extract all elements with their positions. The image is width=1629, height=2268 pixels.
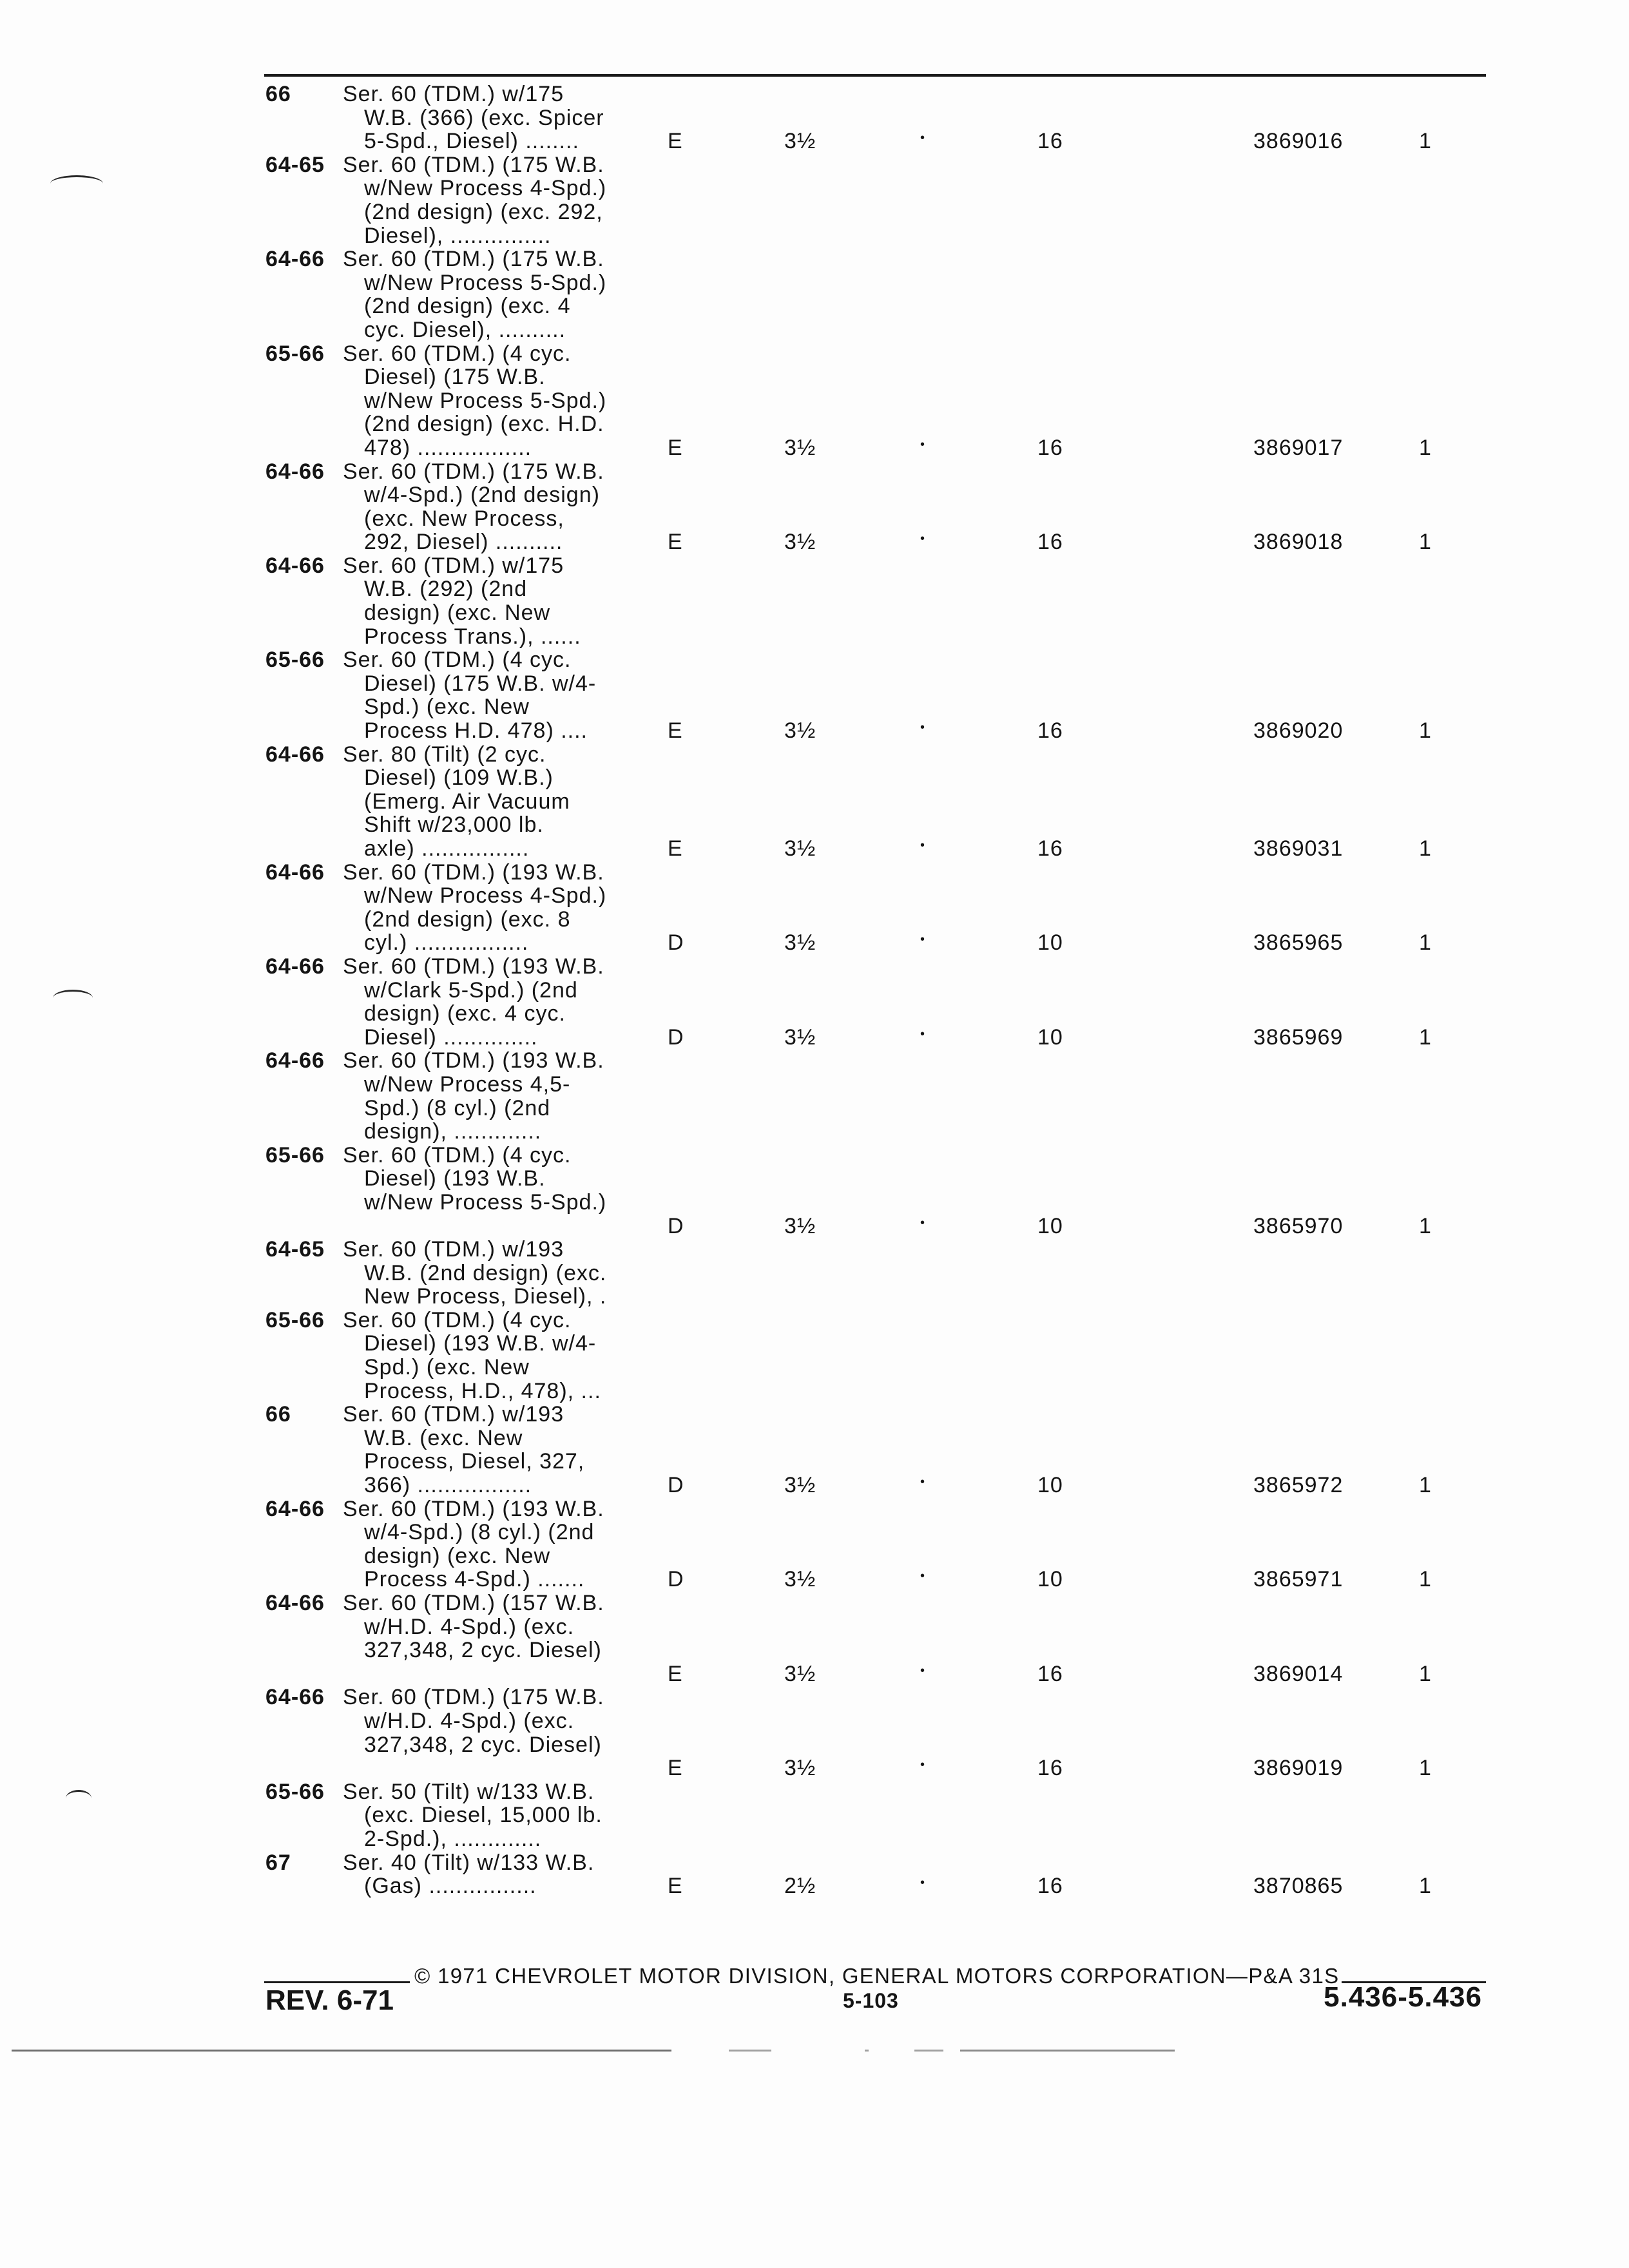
application-description: (2nd design) (exc. H.D. [364,412,604,437]
catalog-entry-line [0,861,1629,885]
scan-edge-line [12,2050,671,2052]
size-value: 3½ [784,836,816,861]
group-code: E [668,1874,683,1899]
quantity: 16 [1037,129,1063,154]
model-years: 64-66 [265,1048,325,1073]
catalog-continuation-line [0,837,1629,861]
catalog-continuation-line [0,908,1629,932]
group-code: D [668,1213,684,1238]
catalog-continuation-line [0,672,1629,696]
catalog-entry-line [0,1049,1629,1073]
application-description: Process Trans.), ...... [364,624,581,649]
model-years: 65-66 [265,341,325,366]
application-description: Ser. 60 (TDM.) w/175 [343,82,564,106]
marker-dot: • [920,1475,926,1490]
catalog-continuation-line [0,1073,1629,1097]
scan-edge-line [729,2050,771,2052]
marker-dot: • [920,1215,926,1230]
catalog-continuation-line [0,1756,1629,1780]
catalog-continuation-line [0,719,1629,743]
catalog-continuation-line [0,1379,1629,1403]
application-description: Ser. 40 (Tilt) w/133 W.B. [343,1850,595,1875]
application-description: Diesel) (109 W.B.) [364,765,554,791]
application-description: design) (exc. New [364,601,551,626]
application-description: w/New Process 5-Spd.) [364,1189,607,1215]
application-description: Spd.) (exc. New [364,695,530,720]
catalog-continuation-line [0,1285,1629,1309]
part-number: 3865971 [1253,1567,1344,1592]
catalog-entry-line [0,460,1629,484]
application-description: Ser. 60 (TDM.) (4 cyc. [343,648,572,673]
application-description: cyl.) ................. [364,930,529,956]
catalog-continuation-line [0,884,1629,908]
catalog-entry-line [0,1403,1629,1427]
application-description: 5-Spd., Diesel) ........ [364,129,579,154]
size-value: 3½ [784,1567,816,1592]
catalog-continuation-line [0,1450,1629,1474]
application-description: cyc. Diesel), .......... [364,317,566,342]
catalog-entry-line [0,648,1629,672]
application-description: Ser. 60 (TDM.) (157 W.B. [343,1591,604,1615]
catalog-continuation-line [0,271,1629,295]
application-description: Diesel) (193 W.B. [364,1166,546,1191]
marker-dot: • [920,1663,926,1678]
part-number: 3869031 [1253,836,1344,861]
part-number: 3869018 [1253,530,1344,555]
application-description: Ser. 60 (TDM.) (175 W.B. [343,1685,604,1710]
application-description: design), ............. [364,1119,542,1144]
catalog-continuation-line [0,1827,1629,1851]
application-description: (Gas) ................ [364,1874,537,1899]
marker-dot: • [920,720,926,735]
catalog-entry-line [0,743,1629,767]
size-value: 3½ [784,1661,816,1686]
application-description: w/New Process 4,5- [364,1072,571,1097]
application-description: Ser. 60 (TDM.) (193 W.B. [343,860,604,885]
application-description: Ser. 60 (TDM.) (175 W.B. [343,152,604,177]
application-description: w/4-Spd.) (2nd design) [364,483,600,508]
application-description: Spd.) (exc. New [364,1355,530,1380]
size-value: 3½ [784,1213,816,1238]
group-code: E [668,530,683,555]
application-description: (2nd design) (exc. 4 [364,294,571,319]
size-value: 3½ [784,718,816,744]
group-code: E [668,718,683,744]
group-code: D [668,930,684,956]
model-years: 64-65 [265,152,325,177]
group-code: D [668,1473,684,1498]
quantity: 16 [1037,836,1063,861]
model-years: 64-66 [265,742,325,767]
application-description: w/4-Spd.) (8 cyl.) (2nd [364,1520,595,1545]
application-description: (exc. New Process, [364,506,564,531]
catalog-continuation-line [0,1803,1629,1827]
application-description: Diesel) (175 W.B. [364,365,546,390]
marker-dot: • [920,532,926,546]
catalog-continuation-line [0,365,1629,389]
application-description: Ser. 60 (TDM.) w/193 [343,1402,564,1427]
marker-dot: • [920,1569,926,1584]
catalog-continuation-line [0,577,1629,601]
count: 1 [1419,129,1432,154]
count: 1 [1419,435,1432,460]
catalog-continuation-line [0,601,1629,625]
quantity: 10 [1037,1213,1063,1238]
application-description: 478) ................. [364,435,532,460]
catalog-entry-line [0,247,1629,271]
catalog-continuation-line [0,1521,1629,1544]
model-years: 64-66 [265,860,325,885]
group-code: E [668,435,683,460]
catalog-entry-line [0,1144,1629,1168]
catalog-continuation-line [0,200,1629,224]
part-number: 3865972 [1253,1473,1344,1498]
quantity: 16 [1037,435,1063,460]
model-years: 64-66 [265,247,325,272]
quantity: 16 [1037,718,1063,744]
catalog-continuation-line [0,1662,1629,1686]
catalog-entry-line [0,1591,1629,1615]
marker-dot: • [920,932,926,947]
model-years: 66 [265,1402,291,1427]
catalog-continuation-line [0,1474,1629,1497]
catalog-continuation-line [0,1568,1629,1591]
catalog-entry-line [0,1780,1629,1804]
part-number: 3865969 [1253,1024,1344,1050]
application-description: Ser. 60 (TDM.) w/175 [343,553,564,578]
quantity: 16 [1037,1756,1063,1781]
count: 1 [1419,1473,1432,1498]
count: 1 [1419,930,1432,956]
part-number: 3869019 [1253,1756,1344,1781]
scan-edge-line [914,2050,943,2052]
quantity: 16 [1037,1874,1063,1899]
application-description: 327,348, 2 cyc. Diesel) [364,1732,602,1757]
catalog-continuation-line [0,1215,1629,1238]
catalog-continuation-line [0,813,1629,837]
application-description: Process, Diesel, 327, [364,1449,585,1474]
application-description: Ser. 60 (TDM.) w/193 [343,1237,564,1262]
catalog-continuation-line [0,1191,1629,1215]
top-rule [264,74,1486,77]
application-description: Diesel) (193 W.B. w/4- [364,1331,597,1356]
catalog-continuation-line [0,1356,1629,1379]
scan-edge-line [960,2050,1175,2052]
catalog-entry-line [0,342,1629,366]
application-description: 366) ................. [364,1473,532,1498]
catalog-continuation-line [0,1332,1629,1356]
application-description: Diesel), ............... [364,223,552,248]
catalog-continuation-line [0,1874,1629,1898]
quantity: 16 [1037,1661,1063,1686]
model-years: 64-66 [265,459,325,484]
catalog-continuation-line [0,695,1629,719]
catalog-entry-line [0,82,1629,106]
catalog-continuation-line [0,1026,1629,1050]
size-value: 3½ [784,530,816,555]
application-description: w/New Process 5-Spd.) [364,270,607,295]
catalog-entry-line [0,1238,1629,1262]
catalog-entry-line [0,153,1629,177]
count: 1 [1419,1874,1432,1899]
count: 1 [1419,530,1432,555]
part-number: 3870865 [1253,1874,1344,1899]
catalog-continuation-line [0,931,1629,955]
application-description: Ser. 60 (TDM.) (4 cyc. [343,1142,572,1168]
marker-dot: • [920,838,926,852]
group-code: D [668,1567,684,1592]
group-code: D [668,1024,684,1050]
revision-date: REV. 6-71 [265,1984,394,2016]
catalog-entry-line [0,1851,1629,1875]
size-value: 2½ [784,1874,816,1899]
application-description: Ser. 60 (TDM.) (193 W.B. [343,954,604,979]
catalog-continuation-line [0,389,1629,413]
catalog-continuation-line [0,1615,1629,1639]
application-description: (exc. Diesel, 15,000 lb. [364,1803,602,1828]
quantity: 10 [1037,1473,1063,1498]
catalog-continuation-line [0,1544,1629,1568]
application-description: design) (exc. New [364,1543,551,1568]
application-description: design) (exc. 4 cyc. [364,1001,566,1026]
application-description: (2nd design) (exc. 8 [364,907,571,932]
group-code: E [668,1661,683,1686]
application-description: 327,348, 2 cyc. Diesel) [364,1638,602,1663]
application-description: w/H.D. 4-Spd.) (exc. [364,1708,575,1733]
part-number: 3869016 [1253,129,1344,154]
model-years: 67 [265,1850,291,1875]
model-years: 64-66 [265,1685,325,1710]
application-description: Ser. 60 (TDM.) (193 W.B. [343,1048,604,1073]
application-description: W.B. (2nd design) (exc. [364,1260,607,1285]
catalog-continuation-line [0,318,1629,342]
catalog-continuation-line [0,1262,1629,1285]
quantity: 16 [1037,530,1063,555]
model-years: 64-66 [265,1496,325,1521]
parts-list [0,82,1629,1898]
application-description: W.B. (292) (2nd [364,577,528,602]
model-years: 65-66 [265,1142,325,1168]
application-description: Shift w/23,000 lb. [364,812,544,838]
size-value: 3½ [784,1756,816,1781]
count: 1 [1419,1567,1432,1592]
catalog-continuation-line [0,412,1629,436]
catalog-continuation-line [0,1733,1629,1757]
count: 1 [1419,1024,1432,1050]
catalog-continuation-line [0,436,1629,460]
size-value: 3½ [784,1473,816,1498]
application-description: Ser. 80 (Tilt) (2 cyc. [343,742,546,767]
application-description: Diesel) (175 W.B. w/4- [364,671,597,696]
model-years: 64-65 [265,1237,325,1262]
part-number: 3865965 [1253,930,1344,956]
application-description: w/New Process 4-Spd.) [364,176,607,201]
model-years: 65-66 [265,1779,325,1804]
quantity: 10 [1037,930,1063,956]
marker-dot: • [920,131,926,146]
application-description: (Emerg. Air Vacuum [364,789,570,814]
catalog-continuation-line [0,106,1629,130]
catalog-entry-line [0,1309,1629,1332]
application-description: (2nd design) (exc. 292, [364,199,603,224]
catalog-entry-line [0,1686,1629,1709]
application-description: w/New Process 5-Spd.) [364,388,607,413]
group-code: E [668,1756,683,1781]
size-value: 3½ [784,1024,816,1050]
marker-dot: • [920,1758,926,1773]
catalog-continuation-line [0,1427,1629,1450]
size-value: 3½ [784,930,816,956]
catalog-continuation-line [0,224,1629,248]
count: 1 [1419,836,1432,861]
catalog-continuation-line [0,790,1629,814]
model-years: 66 [265,82,291,106]
scan-edge-line [865,2050,869,2052]
model-years: 64-66 [265,1591,325,1615]
copyright-notice: © 1971 CHEVROLET MOTOR DIVISION, GENERAL MOTORS CORPORATION—P&A 31S [414,1964,1340,1988]
application-description: w/H.D. 4-Spd.) (exc. [364,1614,575,1639]
application-description: Process 4-Spd.) ....... [364,1567,585,1592]
part-number: 3869014 [1253,1661,1344,1686]
application-description: 292, Diesel) .......... [364,530,563,555]
application-description: Ser. 60 (TDM.) (4 cyc. [343,1307,572,1332]
application-description: w/Clark 5-Spd.) (2nd [364,977,578,1003]
model-years: 65-66 [265,1307,325,1332]
size-value: 3½ [784,435,816,460]
count: 1 [1419,1213,1432,1238]
catalog-entry-line [0,1497,1629,1521]
catalog-continuation-line [0,1002,1629,1026]
catalog-continuation-line [0,1709,1629,1733]
application-description: axle) ................ [364,836,530,861]
application-description: Ser. 50 (Tilt) w/133 W.B. [343,1779,595,1804]
model-years: 65-66 [265,648,325,673]
footer-rule [264,1981,410,1983]
catalog-continuation-line [0,507,1629,531]
application-description: Ser. 60 (TDM.) (175 W.B. [343,459,604,484]
part-number: 3869017 [1253,435,1344,460]
count: 1 [1419,1756,1432,1781]
application-description: Process H.D. 478) .... [364,718,588,744]
catalog-continuation-line [0,1639,1629,1662]
catalog-continuation-line [0,766,1629,790]
catalog-continuation-line [0,294,1629,318]
catalog-entry-line [0,554,1629,578]
group-code: E [668,129,683,154]
size-value: 3½ [784,129,816,154]
application-description: Ser. 60 (TDM.) (4 cyc. [343,341,572,366]
application-description: Process, H.D., 478), ... [364,1378,601,1403]
model-years: 64-66 [265,553,325,578]
catalog-continuation-line [0,1120,1629,1144]
catalog-continuation-line [0,130,1629,153]
catalog-continuation-line [0,530,1629,554]
catalog-continuation-line [0,483,1629,507]
count: 1 [1419,718,1432,744]
application-description: W.B. (exc. New [364,1425,523,1450]
part-number: 3865970 [1253,1213,1344,1238]
application-description: Diesel) .............. [364,1024,538,1050]
application-description: New Process, Diesel), . [364,1284,607,1309]
quantity: 10 [1037,1567,1063,1592]
marker-dot: • [920,1876,926,1890]
page-number: 5-103 [843,1989,899,2012]
catalog-continuation-line [0,979,1629,1003]
quantity: 10 [1037,1024,1063,1050]
section-number: 5.436-5.436 [1324,1981,1482,2013]
application-description: w/New Process 4-Spd.) [364,883,607,908]
catalog-continuation-line [0,1167,1629,1191]
application-description: Ser. 60 (TDM.) (175 W.B. [343,247,604,272]
catalog-continuation-line [0,177,1629,200]
catalog-continuation-line [0,625,1629,649]
part-number: 3869020 [1253,718,1344,744]
count: 1 [1419,1661,1432,1686]
marker-dot: • [920,437,926,452]
application-description: W.B. (366) (exc. Spicer [364,105,604,130]
model-years: 64-66 [265,954,325,979]
catalog-continuation-line [0,1097,1629,1120]
marker-dot: • [920,1026,926,1041]
application-description: Ser. 60 (TDM.) (193 W.B. [343,1496,604,1521]
application-description: 2-Spd.), ............. [364,1826,542,1851]
group-code: E [668,836,683,861]
catalog-entry-line [0,955,1629,979]
application-description: Spd.) (8 cyl.) (2nd [364,1095,551,1120]
